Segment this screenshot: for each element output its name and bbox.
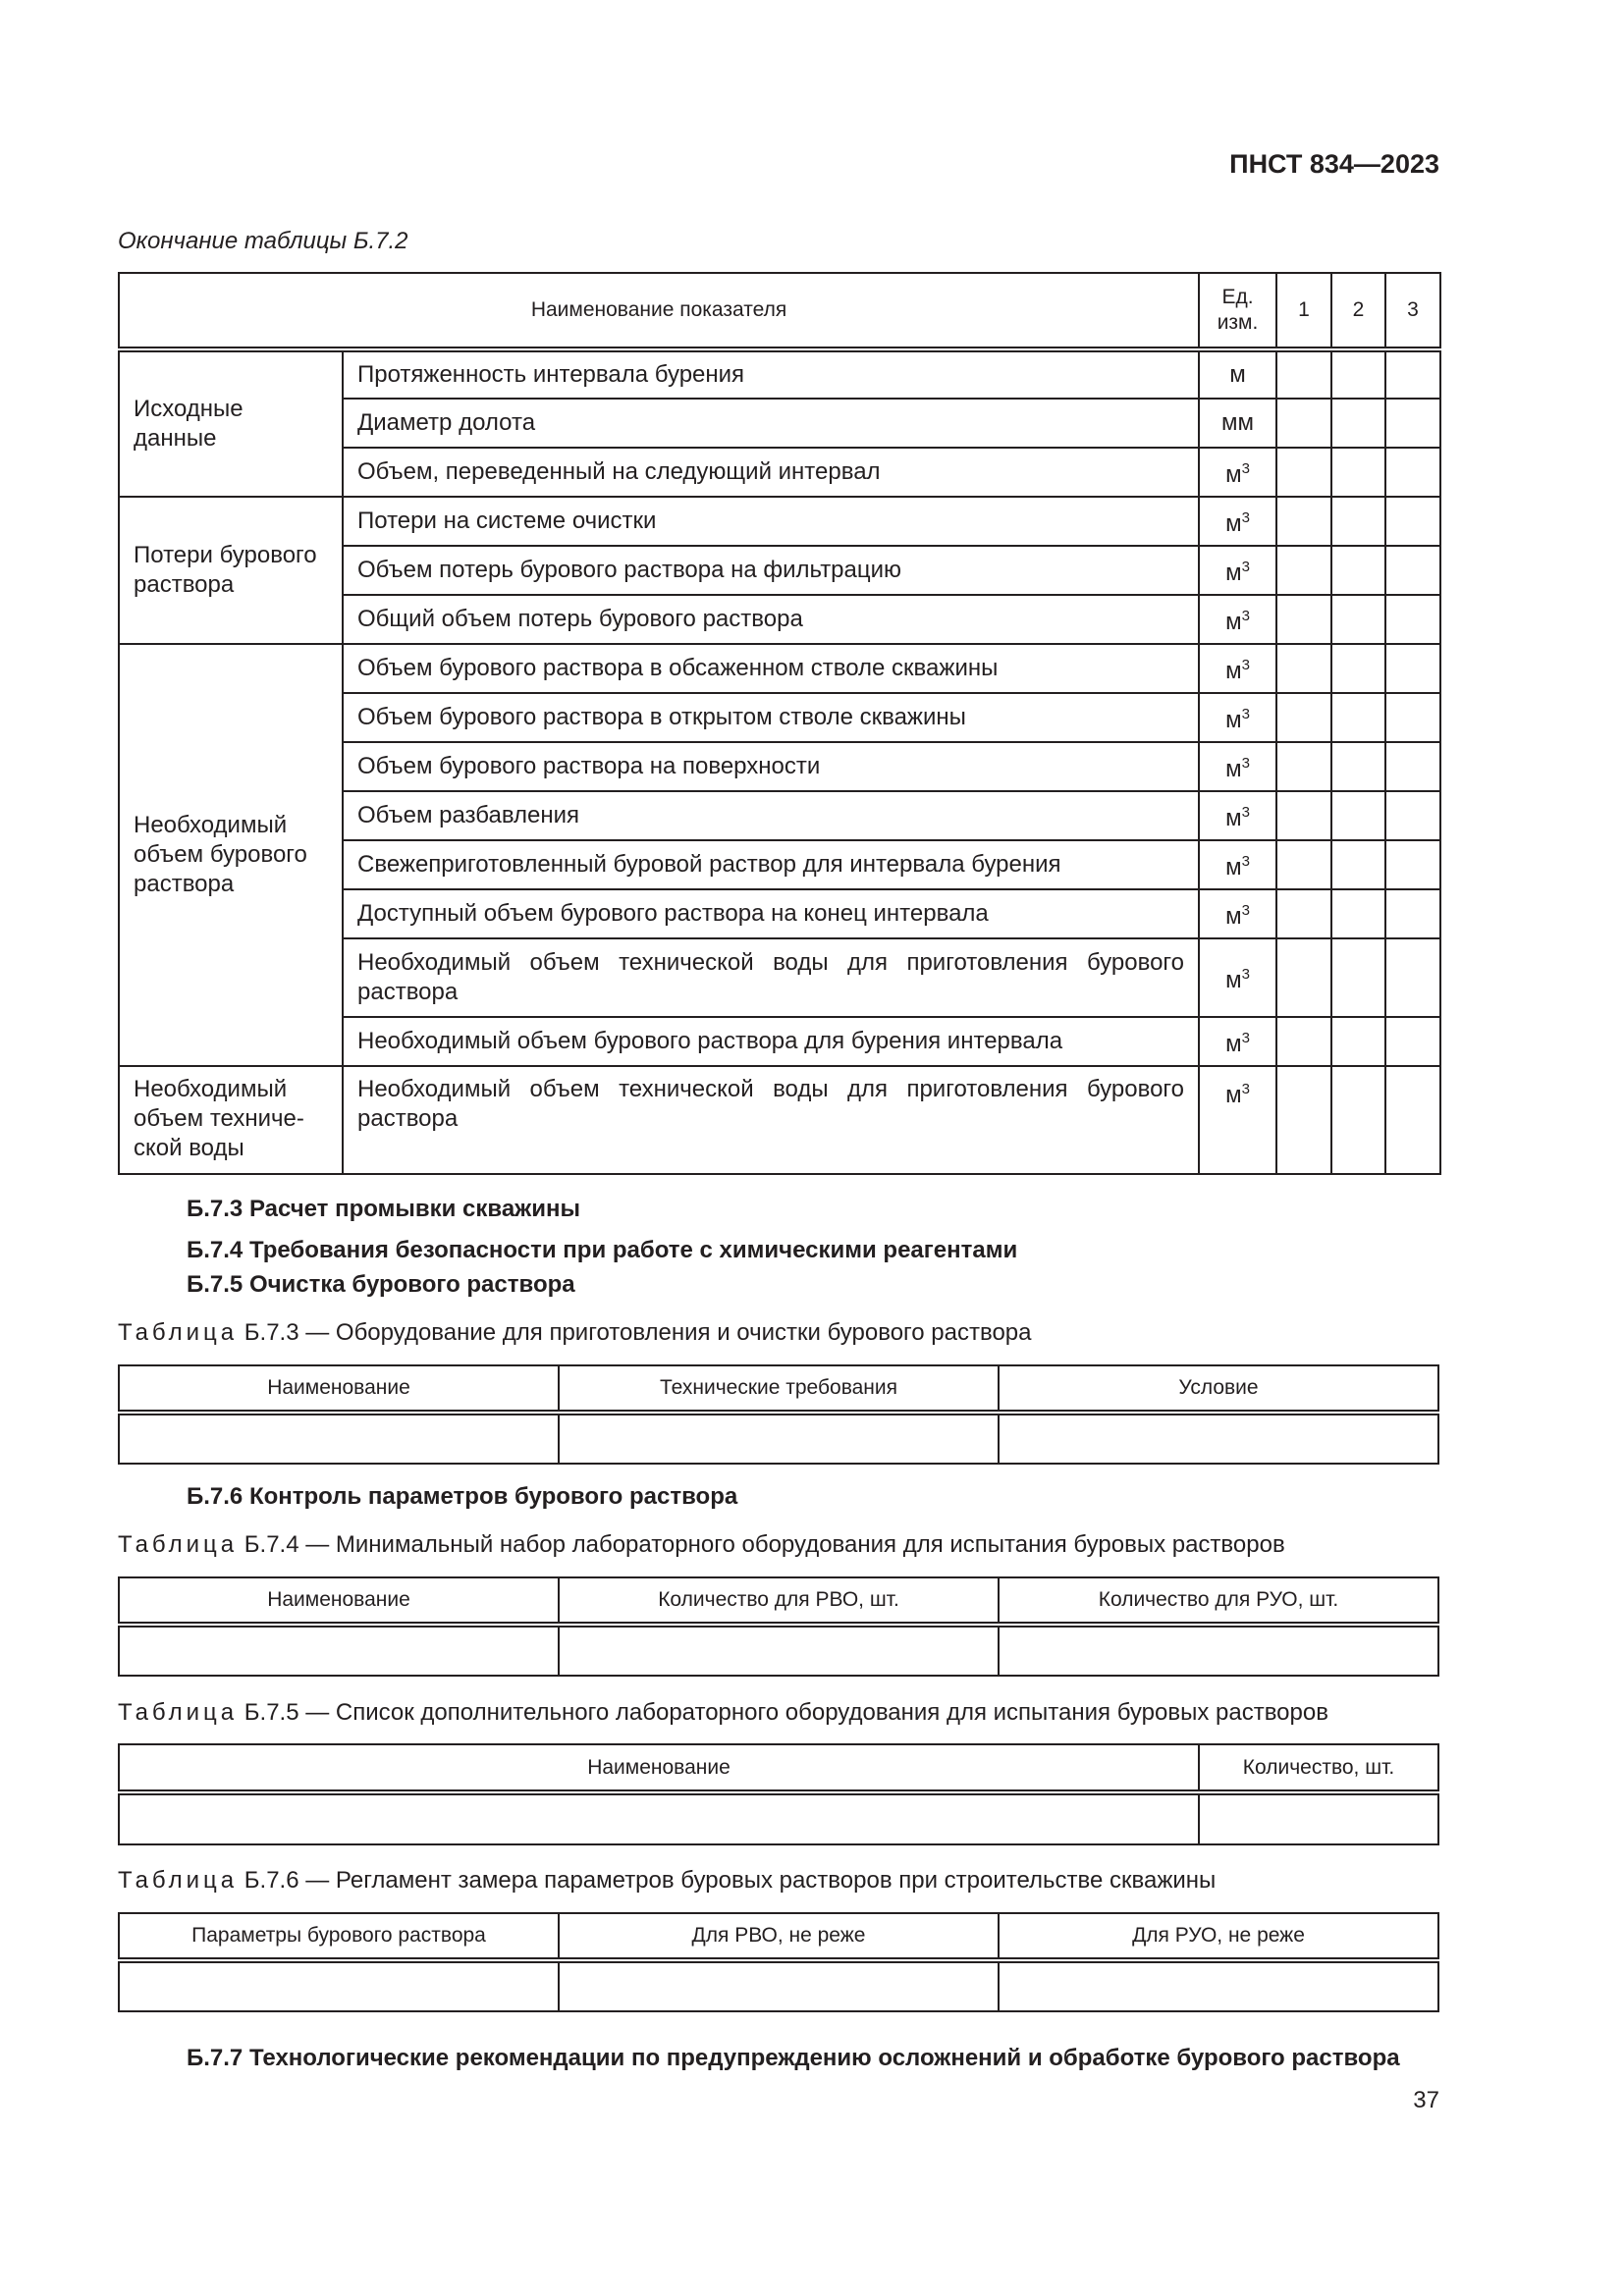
indicator-name: Необходимый объем технической воды для приготовления бурового раствора (343, 938, 1199, 1017)
value-cell (1331, 595, 1385, 644)
table-row (119, 349, 1440, 399)
table-label: Таблица (118, 1699, 239, 1726)
value-cell (1331, 546, 1385, 595)
indicator-name: Свежеприготовленный буровой раствор для интервала бурения (343, 840, 1199, 889)
table-title (118, 1319, 1032, 1347)
value-cell (1331, 938, 1385, 1017)
value-cell (1331, 349, 1385, 399)
value-cell (1385, 889, 1440, 938)
unit: $м^3$ (1199, 595, 1276, 644)
col-header: Наименование (119, 1365, 559, 1413)
col-header: Для РУО, не реже (999, 1913, 1438, 1960)
value-cell (1276, 889, 1331, 938)
indicator-name: Объем бурового раствора в открытом стволе скважины (343, 693, 1199, 742)
table-label: Таблица (118, 1531, 239, 1558)
unit: $м^3$ (1199, 889, 1276, 938)
table-title (118, 1531, 1285, 1559)
value-cell (1331, 742, 1385, 791)
header-3: 3 (1385, 273, 1440, 349)
table-b76 (118, 1912, 1439, 2012)
col-header: Параметры бурового раствора (119, 1913, 559, 1960)
header-1: 1 (1276, 273, 1331, 349)
value-cell (1385, 448, 1440, 497)
table-title (118, 1699, 1328, 1727)
unit: $м^3$ (1199, 448, 1276, 497)
table-row (119, 1066, 1440, 1174)
document-code: ПНСТ 834—2023 (1229, 149, 1439, 179)
value-cell (1385, 644, 1440, 693)
value-cell (1385, 1066, 1440, 1174)
col-header: Количество для РУО, шт. (999, 1577, 1438, 1625)
col-header: Наименование (119, 1744, 1199, 1792)
unit: $м^3$ (1199, 742, 1276, 791)
table-label: Таблица (118, 1319, 239, 1346)
value-cell (1276, 693, 1331, 742)
value-cell (1385, 840, 1440, 889)
col-header: Наименование (119, 1577, 559, 1625)
value-cell (1385, 742, 1440, 791)
value-cell (1385, 399, 1440, 448)
section-heading: Б.7.3 Расчет промывки скважины (187, 1196, 580, 1222)
unit: $м^3$ (1199, 791, 1276, 840)
col-header: Технические требования (559, 1365, 999, 1413)
value-cell (1276, 791, 1331, 840)
header-unit: Ед. изм. (1199, 273, 1276, 349)
value-cell (1276, 448, 1331, 497)
empty-cell (1199, 1792, 1438, 1844)
empty-cell (119, 1960, 559, 2011)
section-heading: Б.7.6 Контроль параметров бурового раствора (187, 1483, 738, 1510)
value-cell (1276, 1066, 1331, 1174)
table-caption: Окончание таблицы Б.7.2 (118, 228, 408, 254)
table-title (118, 1867, 1216, 1895)
col-header: Условие (999, 1365, 1438, 1413)
table-row (119, 497, 1440, 546)
indicator-name: Протяженность интервала бурения (343, 349, 1199, 399)
value-cell (1331, 840, 1385, 889)
indicator-name: Диаметр долота (343, 399, 1199, 448)
unit: $м^3$ (1199, 938, 1276, 1017)
header-2: 2 (1331, 273, 1385, 349)
unit: $м^3$ (1199, 644, 1276, 693)
empty-cell (559, 1960, 999, 2011)
value-cell (1331, 644, 1385, 693)
indicator-name: Объем бурового раствора в обсаженном стволе скважины (343, 644, 1199, 693)
value-cell (1385, 1017, 1440, 1066)
unit: $м^3$ (1199, 693, 1276, 742)
col-header: Количество, шт. (1199, 1744, 1438, 1792)
section-heading: Б.7.7 Технологические рекомендации по предупреждению осложнений и обработке бурового раствора (187, 2045, 1400, 2071)
indicator-name: Доступный объем бурового раствора на конец интервала (343, 889, 1199, 938)
header-name: Наименование показателя (119, 273, 1199, 349)
indicator-name: Объем потерь бурового раствора на фильтрацию (343, 546, 1199, 595)
unit: м (1199, 349, 1276, 399)
unit: мм (1199, 399, 1276, 448)
empty-cell (559, 1413, 999, 1464)
col-header: Для РВО, не реже (559, 1913, 999, 1960)
value-cell (1276, 840, 1331, 889)
group-label: Потери бурового раствора (119, 497, 343, 644)
value-cell (1331, 889, 1385, 938)
value-cell (1331, 448, 1385, 497)
group-label: Исходные данные (119, 349, 343, 497)
value-cell (1276, 349, 1331, 399)
empty-cell (119, 1413, 559, 1464)
table-b75 (118, 1743, 1439, 1845)
table-row (119, 644, 1440, 693)
value-cell (1331, 1017, 1385, 1066)
unit: $м^3$ (1199, 1066, 1276, 1174)
unit: $м^3$ (1199, 840, 1276, 889)
value-cell (1276, 595, 1331, 644)
empty-cell (999, 1960, 1438, 2011)
value-cell (1331, 791, 1385, 840)
value-cell (1385, 546, 1440, 595)
value-cell (1331, 399, 1385, 448)
value-cell (1276, 938, 1331, 1017)
value-cell (1276, 1017, 1331, 1066)
empty-cell (119, 1625, 559, 1676)
value-cell (1385, 497, 1440, 546)
indicator-name: Потери на системе очистки (343, 497, 1199, 546)
unit: $м^3$ (1199, 497, 1276, 546)
empty-cell (559, 1625, 999, 1676)
indicator-name: Объем бурового раствора на поверхности (343, 742, 1199, 791)
indicator-name: Необходимый объем бурового раствора для бурения интервала (343, 1017, 1199, 1066)
indicator-name: Объем, переведенный на следующий интервал (343, 448, 1199, 497)
empty-cell (119, 1792, 1199, 1844)
indicator-name: Необходимый объем технической воды для приготовления бурового раствора (343, 1066, 1199, 1174)
table-label: Таблица (118, 1867, 239, 1894)
value-cell (1385, 349, 1440, 399)
unit: $м^3$ (1199, 546, 1276, 595)
col-header: Количество для РВО, шт. (559, 1577, 999, 1625)
value-cell (1331, 693, 1385, 742)
value-cell (1331, 497, 1385, 546)
table-title-text: Б.7.3 — Оборудование для приготовления и очистки бурового раствора (238, 1319, 1032, 1346)
table-title-text: Б.7.4 — Минимальный набор лабораторного оборудования для испытания буровых растворов (238, 1531, 1285, 1558)
value-cell (1276, 644, 1331, 693)
value-cell (1276, 546, 1331, 595)
table-b72 (118, 272, 1441, 1175)
section-heading: Б.7.4 Требования безопасности при работе с химическими реагентами (187, 1237, 1018, 1263)
group-label: Необходимый объем бурового раствора (119, 644, 343, 1066)
table-b74 (118, 1576, 1439, 1677)
value-cell (1385, 693, 1440, 742)
value-cell (1276, 497, 1331, 546)
indicator-name: Объем разбавления (343, 791, 1199, 840)
empty-cell (999, 1625, 1438, 1676)
indicator-name: Общий объем потерь бурового раствора (343, 595, 1199, 644)
unit: $м^3$ (1199, 1017, 1276, 1066)
value-cell (1331, 1066, 1385, 1174)
value-cell (1385, 595, 1440, 644)
table-title-text: Б.7.5 — Список дополнительного лабораторного оборудования для испытания буровых растворов (238, 1699, 1328, 1726)
section-heading: Б.7.5 Очистка бурового раствора (187, 1271, 575, 1298)
table-b73 (118, 1364, 1439, 1465)
value-cell (1385, 791, 1440, 840)
value-cell (1276, 399, 1331, 448)
value-cell (1385, 938, 1440, 1017)
empty-cell (999, 1413, 1438, 1464)
table-title-text: Б.7.6 — Регламент замера параметров буровых растворов при строительстве скважины (238, 1867, 1217, 1894)
value-cell (1276, 742, 1331, 791)
page-number: 37 (1413, 2087, 1439, 2113)
group-label: Необходимый объем техниче-ской воды (119, 1066, 343, 1174)
